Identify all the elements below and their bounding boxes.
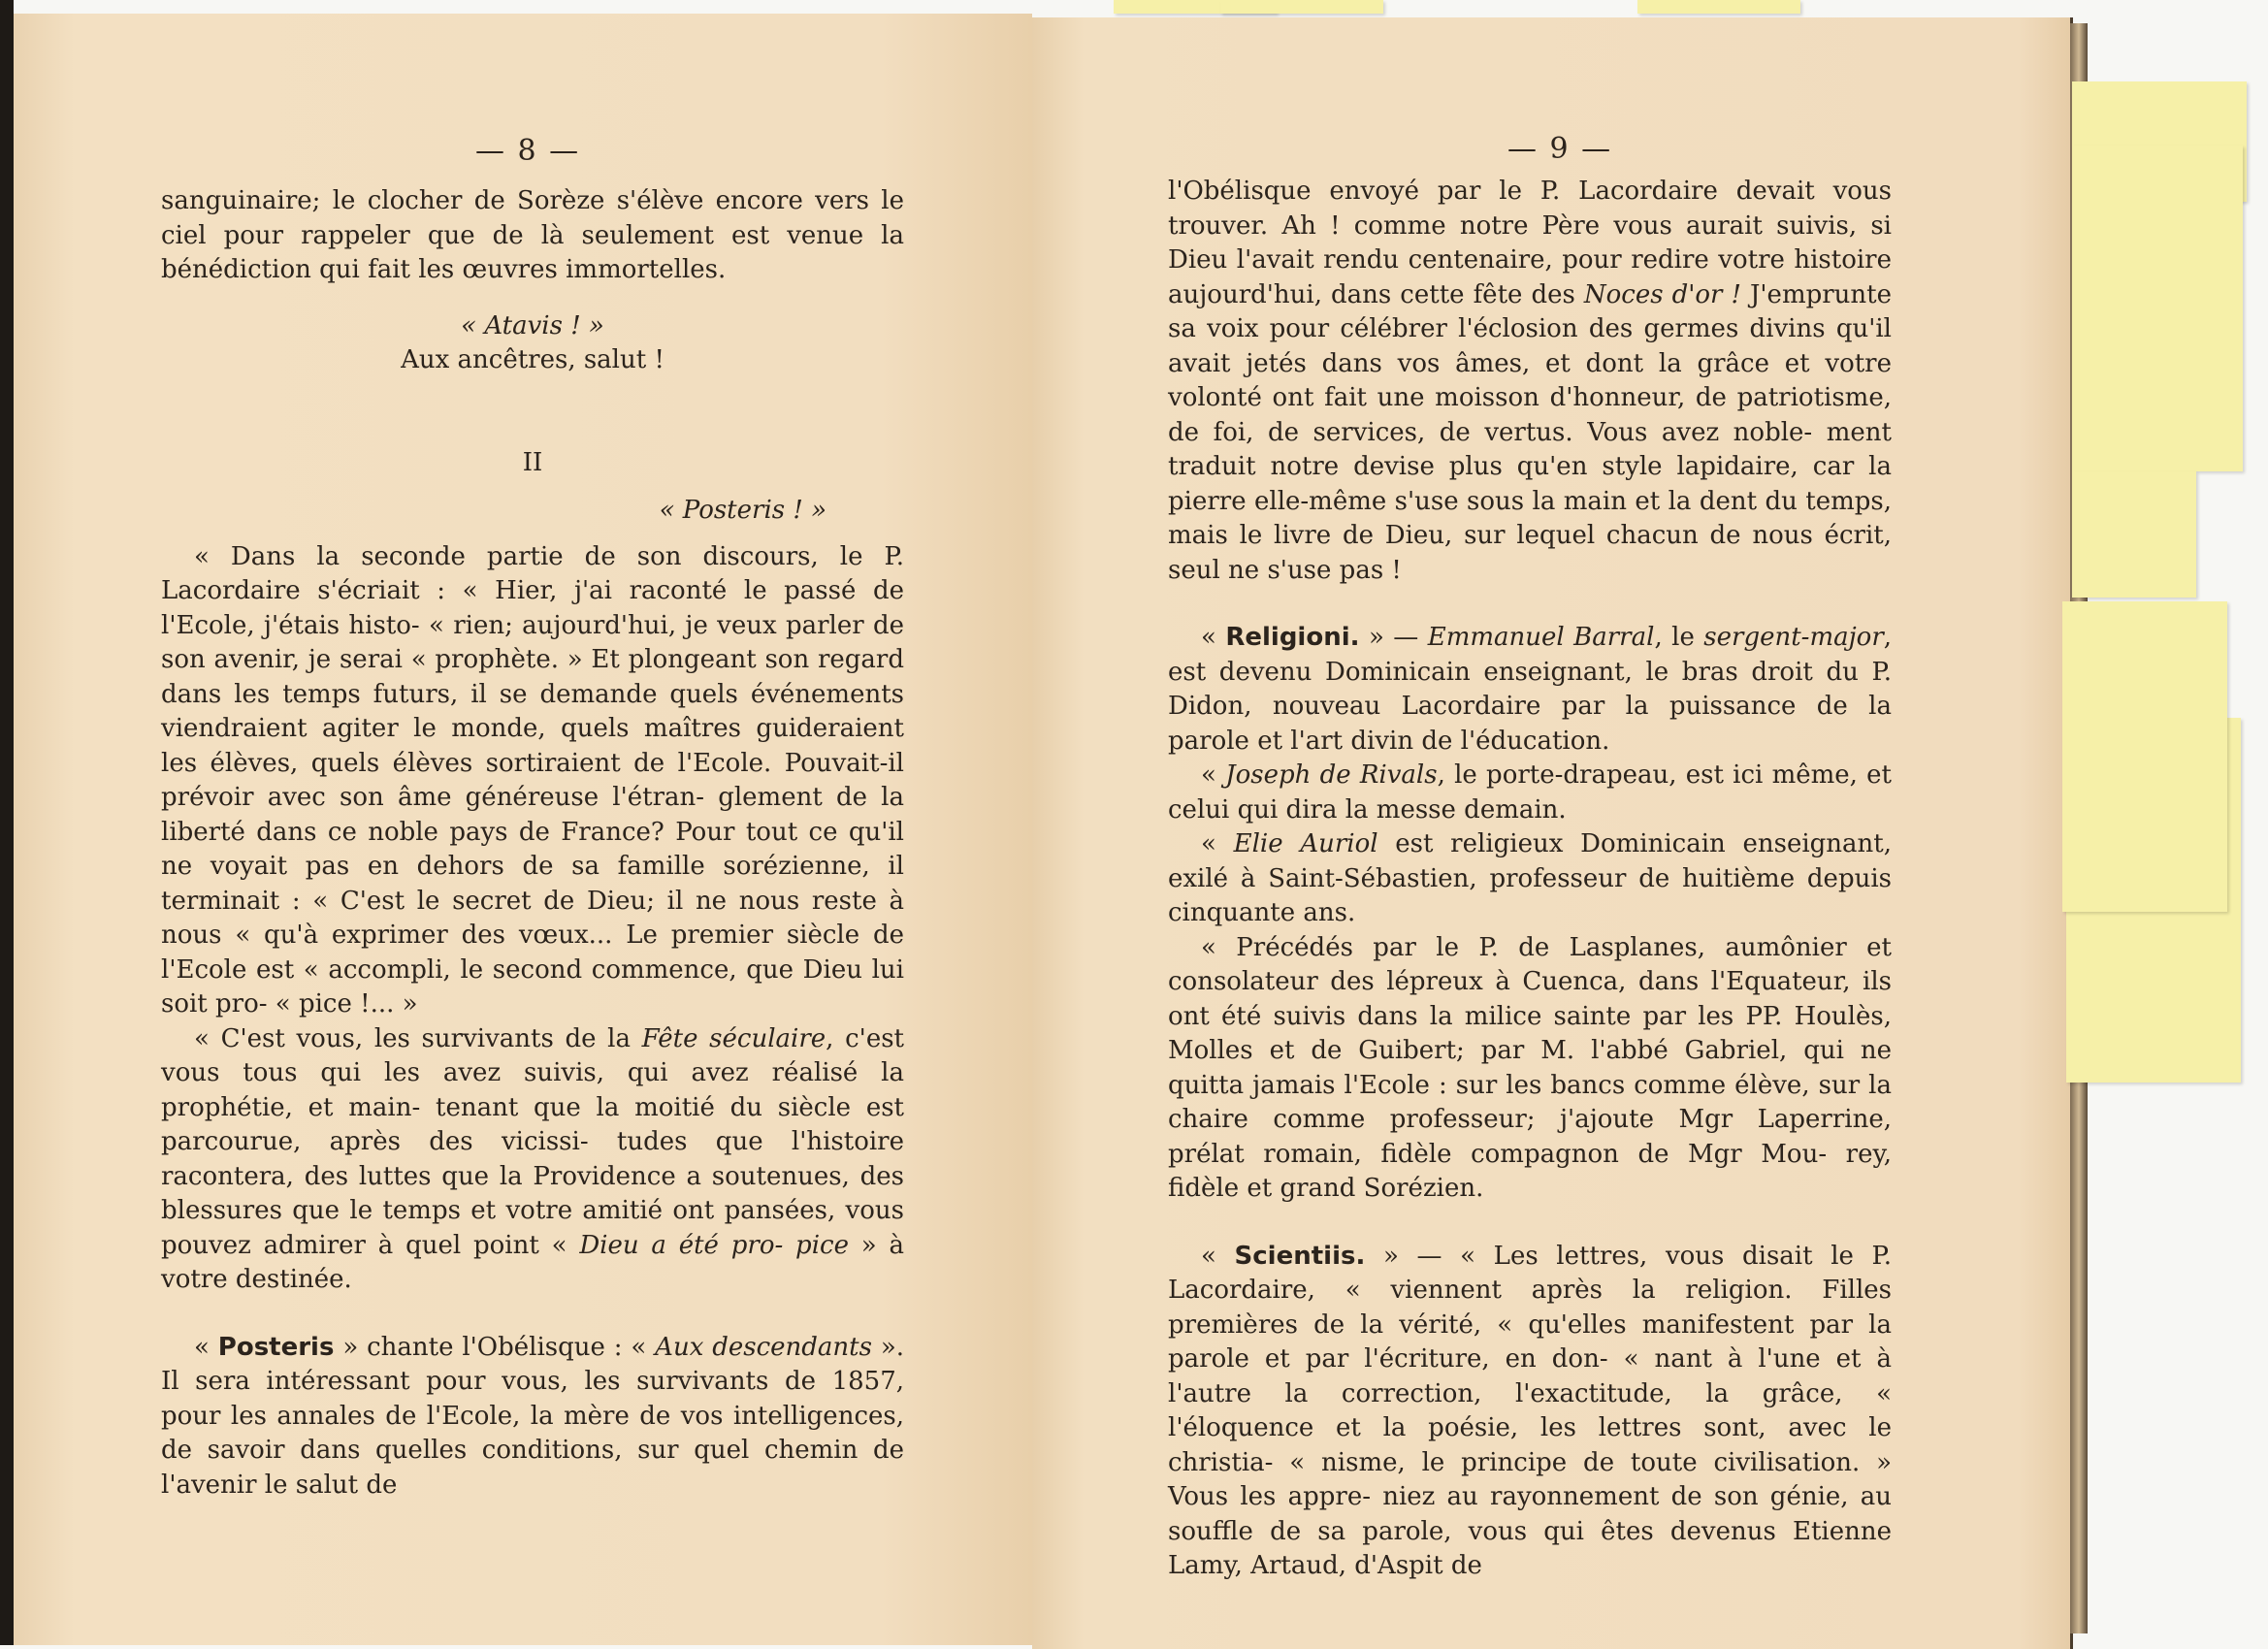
right-page bbox=[1032, 17, 2073, 1649]
left-page bbox=[14, 14, 1032, 1645]
sticky-note-2 bbox=[2072, 146, 2243, 471]
sticky-note-3 bbox=[2072, 471, 2196, 598]
section-heading: II bbox=[522, 447, 543, 477]
paragraph-scientiis: « Scientiis. » — « Les lettres, vous disait le P. Lacordaire, « viennent après la religion. Filles premières de la vérité, « qu'elles manifestent par la parole et par l'écriture, en don- « nant à l'une et à l'autre la correction, l'exactitude, la grâce, « l'éloquence et la poésie, les lettres sont, avec le christia- « nisme, le principe de toute civilisation. » Vous les appre- niez au rayonnement de son génie, au souffle de sa parole, vous qui êtes devenus Etienne Lamy, Artaud, d'Aspit de bbox=[1168, 1241, 1893, 1580]
motto-atavis: « Atavis ! » bbox=[461, 310, 604, 340]
paragraph-religioni: « Religioni. » — Emmanuel Barral, le sergent-major, est devenu Dominicain enseignant, le bras droit du P. Didon, nouveau Lacordaire par la puissance de la parole et l'art divin de l'éducation. bbox=[1168, 623, 1893, 756]
motto-atavis-sub: Aux ancêtres, salut ! bbox=[401, 345, 664, 374]
left-text-column bbox=[161, 184, 904, 1503]
page-number: — 8 — bbox=[475, 134, 581, 168]
sticky-note-4 bbox=[2062, 601, 2227, 912]
paragraph: « Dans la seconde partie de son discours, le P. Lacordaire s'écriait : « Hier, j'ai raconté le passé de l'Ecole, j'étais histo- « rien; aujourd'hui, je veux parler de son avenir, je serai « prophète. » Et plongeant son regard dans les temps futurs, il se demande quels événements viendraient agiter le monde, quels maîtres guideraient les élèves, quels élèves sortiraient de l'Ecole. Pouvait-il prévoir avec son âme généreuse l'étran- glement de la liberté dans ce noble pays de France? Pour tout ce qu'il ne voyait pas en dehors de sa famille sorézienne, il terminait : « C'est le secret de Dieu; il ne nous reste à nous « qu'à exprimer des vœux... Le premier siècle de l'Ecole est « accompli, le second commence, que Dieu lui soit pro- « pice !... » bbox=[161, 541, 904, 1018]
right-text-column bbox=[1168, 175, 1892, 1584]
sticky-note-top-3 bbox=[1637, 0, 1800, 14]
paragraph: « Joseph de Rivals, le porte-drapeau, est ici même, et celui qui dira la messe demain. bbox=[1168, 760, 1893, 824]
motto-posteris: « Posteris ! » bbox=[659, 496, 826, 525]
page-number: — 9 — bbox=[1507, 132, 1613, 166]
sticky-note-top-2 bbox=[1220, 0, 1383, 14]
paragraph: « Posteris » chante l'Obélisque : « Aux descendants ». Il sera intéressant pour vous, les survivants de 1857, pour les annales de l'Ecole, la mère de vos intelligences, de savoir dans quelles conditions, sur quel chemin de l'avenir le salut de bbox=[161, 1332, 905, 1500]
paragraph: « Elie Auriol est religieux Dominicain enseignant, exilé à Saint-Sébastien, professeur de huitième depuis cinquante ans. bbox=[1168, 829, 1892, 927]
paragraph: l'Obélisque envoyé par le P. Lacordaire devait vous trouver. Ah ! comme notre Père vous aurait suivis, si Dieu l'avait rendu centenaire, pour redire votre histoire aujourd'hui, dans cette fête des Noces d'or ! J'emprunte sa voix pour célébrer l'éclosion des germes divins qu'il avait jetés dans vos âmes, et dont la grâce et votre volonté ont fait une moisson d'honneur, de patriotisme, de foi, de services, de vertus. Vous avez noble- ment traduit notre devise plus qu'en style lapidaire, car la pierre elle-même s'use sous la main et la dent du temps, mais le livre de Dieu, sur lequel chacun de nous écrit, seul ne s'use pas ! bbox=[1168, 177, 1892, 585]
paragraph: « Précédés par le P. de Lasplanes, aumônier et consolateur des lépreux à Cuenca, dans l'Equateur, ils ont été suivis dans la milice sainte par les PP. Houlès, Molles et de Guibert; par M. l'abbé Gabriel, qui ne quitta jamais l'Ecole : sur les bancs comme élève, sur la chaire comme professeur; j'ajoute Mgr Laperrine, prélat romain, fidèle compagnon de Mgr Mou- rey, fidèle et grand Sorézien. bbox=[1168, 932, 1892, 1203]
paragraph: « C'est vous, les survivants de la Fête séculaire, c'est vous tous qui les avez suivis, qui avez réalisé la prophétie, et main- tenant que la moitié du siècle est parcourue, après des vicissi- tudes que l'histoire racontera, des luttes que la Providence a soutenues, des blessures que le temps et votre amitié ont pansées, vous pouvez admirer à quel point « Dieu a été pro- pice » à votre destinée. bbox=[161, 1023, 904, 1294]
intro-paragraph: sanguinaire; le clocher de Sorèze s'élève encore vers le ciel pour rappeler que de là seulement est venue la bénédiction qui fait les œuvres immortelles. bbox=[161, 186, 904, 284]
scan-border bbox=[0, 0, 14, 1645]
